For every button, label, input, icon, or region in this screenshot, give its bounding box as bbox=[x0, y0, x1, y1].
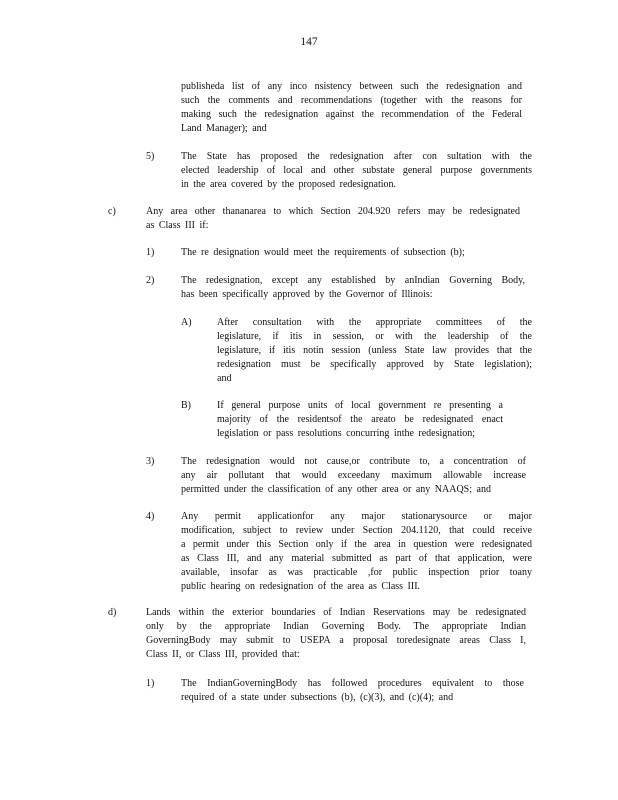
text-line: as Class III if: bbox=[146, 220, 209, 231]
text-line: redesignation must be specifically approved by State legislation); bbox=[217, 359, 532, 370]
text-line: modification, subject to review under Section 204.1120, that could receive bbox=[181, 525, 532, 536]
subsection-label: d) bbox=[108, 607, 117, 618]
text-line: GoverningBody may submit to USEPA a proposal toredesignate areas Class I, bbox=[146, 635, 526, 646]
subsection-label: c) bbox=[108, 206, 116, 217]
text-line: Lands within the exterior boundaries of Indian Reservations may be redesignated bbox=[146, 607, 526, 618]
item-label: 1) bbox=[146, 247, 155, 258]
text-line: If general purpose units of local government re presenting a bbox=[217, 400, 503, 411]
text-line: such the comments and recommendations (together with the reasons for bbox=[181, 95, 522, 106]
text-line: any air pollutant that would exceedany maximum allowable increase bbox=[181, 470, 526, 481]
item-text bbox=[181, 455, 526, 497]
item-text bbox=[181, 274, 525, 302]
text-line: as Class III, and any material submitted as part of that application, were bbox=[181, 553, 532, 564]
text-line: has been specifically approved by the Governor of Illinois: bbox=[181, 289, 433, 300]
subitem-text bbox=[217, 316, 532, 386]
item-label: 5) bbox=[146, 151, 155, 162]
text-line: legislature, if itis in session, or with the leadership of the bbox=[217, 331, 532, 342]
text-line: The State has proposed the redesignation after con sultation with the bbox=[181, 151, 532, 162]
text-line: Land Manager); and bbox=[181, 123, 267, 134]
text-line: making such the redesignation against the recommendation of the Federal bbox=[181, 109, 522, 120]
item-text bbox=[181, 246, 511, 260]
item-label: 2) bbox=[146, 275, 155, 286]
item-label: 4) bbox=[146, 511, 155, 522]
text-line: publisheda list of any inco nsistency between such the redesignation and bbox=[181, 81, 522, 92]
item-text bbox=[181, 510, 532, 594]
item-label: 1) bbox=[146, 678, 155, 689]
text-line: majority of the residentsof the areato be redesignated enact bbox=[217, 414, 503, 425]
text-line: public hearing on redesignation of the area as Class III. bbox=[181, 581, 421, 592]
item-label: 3) bbox=[146, 456, 155, 467]
paragraph-continuation bbox=[181, 80, 522, 136]
item-text bbox=[181, 150, 532, 192]
text-line: and bbox=[217, 373, 232, 384]
text-line: permitted under the classification of any other area or any NAAQS; and bbox=[181, 484, 491, 495]
text-line: Any permit applicationfor any major stationarysource or major bbox=[181, 511, 532, 522]
item-text bbox=[181, 677, 524, 705]
subitem-label: A) bbox=[181, 317, 192, 328]
subsection-text bbox=[146, 606, 526, 662]
text-line: The redesignation, except any established by anIndian Governing Body, bbox=[181, 275, 525, 286]
text-line: required of a state under subsections (b), (c)(3), and (c)(4); and bbox=[181, 692, 454, 703]
text-line: After consultation with the appropriate committees of the bbox=[217, 317, 532, 328]
subitem-label: B) bbox=[181, 400, 191, 411]
text-line: only by the appropriate Indian Governing Body. The appropriate Indian bbox=[146, 621, 526, 632]
text-line: The re designation would meet the requirements of subsection (b); bbox=[181, 247, 465, 258]
page-number: 147 bbox=[300, 36, 318, 48]
text-line: available, insofar as was practicable ,for public inspection prior toany bbox=[181, 567, 532, 578]
text-line: elected leadership of local and other substate general purpose governments bbox=[181, 165, 532, 176]
text-line: a permit under this Section only if the area in question were redesignated bbox=[181, 539, 532, 550]
text-line: Any area other thananarea to which Section 204.920 refers may be redesignated bbox=[146, 206, 520, 217]
text-line: Class II, or Class III, provided that: bbox=[146, 649, 300, 660]
text-line: legislature, if itis notin session (unless State law provides that the bbox=[217, 345, 532, 356]
text-line: The redesignation would not cause,or contribute to, a concentration of bbox=[181, 456, 526, 467]
text-line: in the area covered by the proposed redesignation. bbox=[181, 179, 397, 190]
subsection-text bbox=[146, 205, 520, 233]
subitem-text bbox=[217, 399, 503, 441]
text-line: The IndianGoverningBody has followed procedures equivalent to those bbox=[181, 678, 524, 689]
text-line: legislation or pass resolutions concurring inthe redesignation; bbox=[217, 428, 476, 439]
